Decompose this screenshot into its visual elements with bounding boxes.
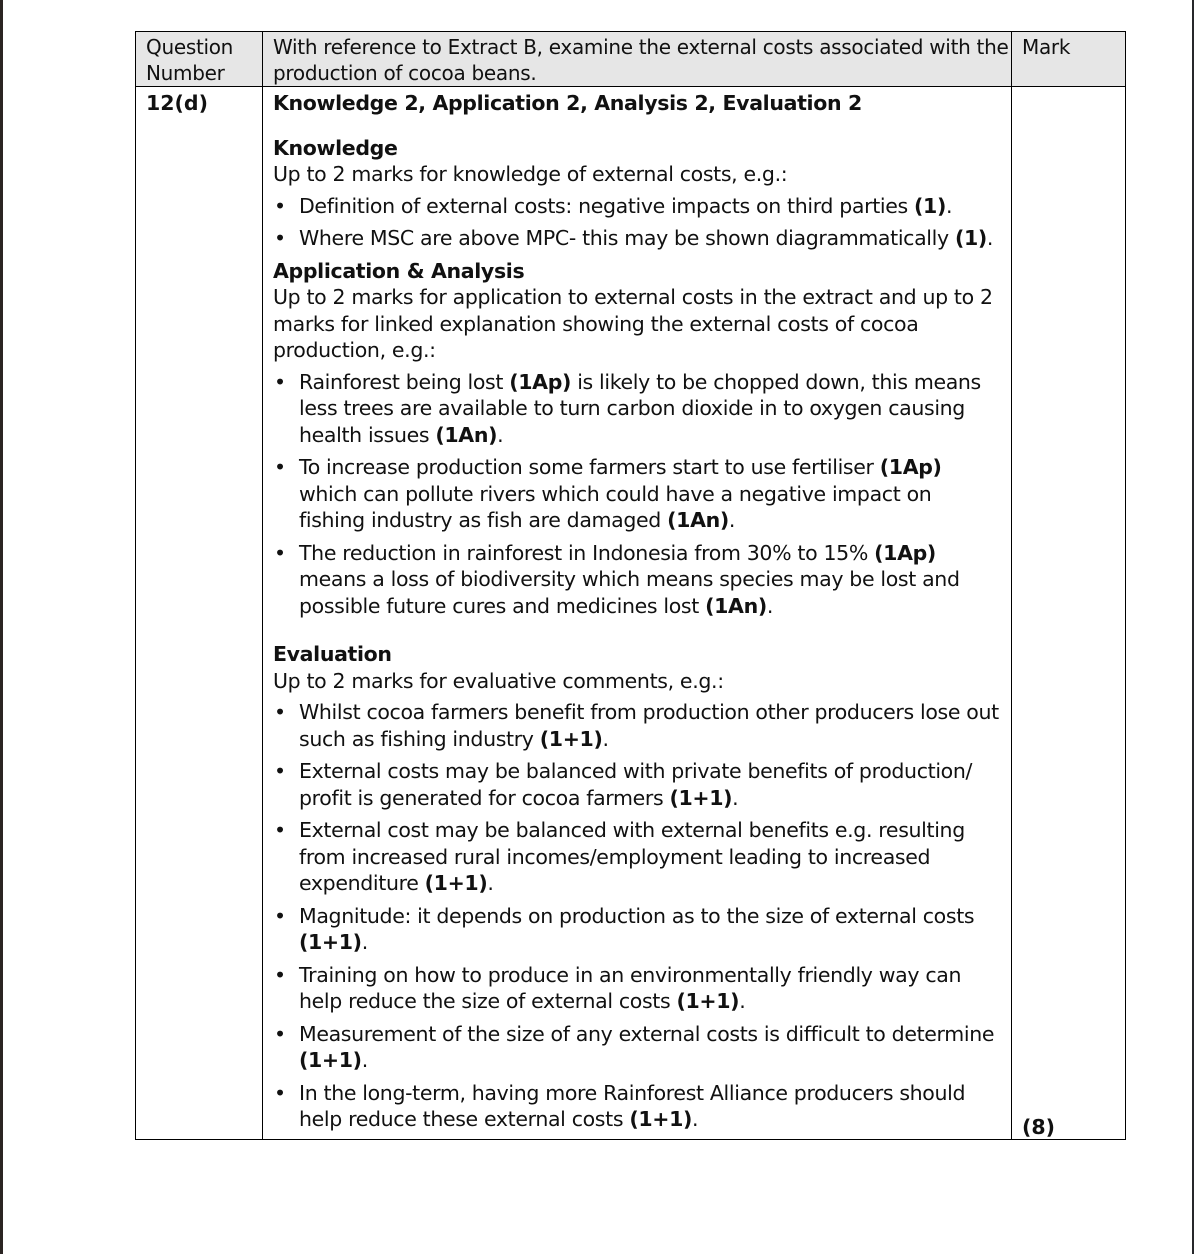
list-item: • External costs may be balanced with private benefits of production/ profit is generated for cocoa farmers (1+1). [273, 758, 1003, 811]
indicative-content-cell [263, 87, 1012, 1140]
section-intro-evaluation: Up to 2 marks for evaluative comments, e.g.: [273, 668, 724, 693]
mark-scheme-table [135, 31, 1126, 1140]
list-item: • The reduction in rainforest in Indonesia from 30% to 15% (1Ap) means a loss of biodiversity which means species may be lost and possible future cures and medicines lost (1An). [273, 540, 1003, 620]
table-header-row [136, 32, 1126, 87]
assessment-objectives: Knowledge 2, Application 2, Analysis 2, Evaluation 2 [273, 91, 862, 115]
list-item: • Whilst cocoa farmers benefit from production other producers lose out such as fishing industry (1+1). [273, 699, 1003, 752]
mark-header [1012, 32, 1126, 87]
question-number-label: Question Number [146, 35, 234, 85]
list-item: • To increase production some farmers start to use fertiliser (1Ap) which can pollute rivers which could have a negative impact on fishing industry as fish are damaged (1An). [273, 454, 1003, 534]
list-item: • Where MSC are above MPC- this may be shown diagrammatically (1). [273, 225, 1003, 252]
question-number-cell [136, 87, 263, 1140]
list-item: • In the long-term, having more Rainforest Alliance producers should help reduce these external costs (1+1). [273, 1080, 1003, 1133]
total-mark: (8) [1022, 1114, 1056, 1139]
mark-cell [1012, 87, 1126, 1140]
section-intro-knowledge: Up to 2 marks for knowledge of external costs, e.g.: [273, 162, 788, 186]
list-item: • Measurement of the size of any external costs is difficult to determine (1+1). [273, 1021, 1003, 1074]
evaluation-list [273, 699, 1003, 1133]
answer-row [136, 87, 1126, 1140]
question-number: 12(d) [146, 91, 208, 115]
application-analysis-list [273, 369, 1003, 620]
question-number-header [136, 32, 263, 87]
section-heading-knowledge: Knowledge [273, 135, 398, 160]
list-item: • Training on how to produce in an environmentally friendly way can help reduce the size of external costs (1+1). [273, 962, 1003, 1015]
knowledge-list [273, 193, 1003, 252]
section-intro-application-analysis: Up to 2 marks for application to external costs in the extract and up to 2 marks for linked explanation showing the external costs of cocoa production, e.g.: [273, 285, 993, 362]
list-item: • Definition of external costs: negative impacts on third parties (1). [273, 193, 1003, 220]
question-text-header [263, 32, 1012, 87]
section-heading-evaluation: Evaluation [273, 642, 392, 666]
list-item: • External cost may be balanced with external benefits e.g. resulting from increased rural incomes/employment leading to increased expenditure (1+1). [273, 817, 1003, 897]
left-window-edge [0, 0, 3, 1254]
section-heading-application-analysis: Application & Analysis [273, 258, 525, 283]
question-text: With reference to Extract B, examine the external costs associated with the production of cocoa beans. [273, 35, 1009, 85]
list-item: • Rainforest being lost (1Ap) is likely to be chopped down, this means less trees are available to turn carbon dioxide in to oxygen causing health issues (1An). [273, 369, 1003, 449]
list-item: • Magnitude: it depends on production as to the size of external costs (1+1). [273, 903, 1003, 956]
mark-label: Mark [1022, 35, 1071, 59]
